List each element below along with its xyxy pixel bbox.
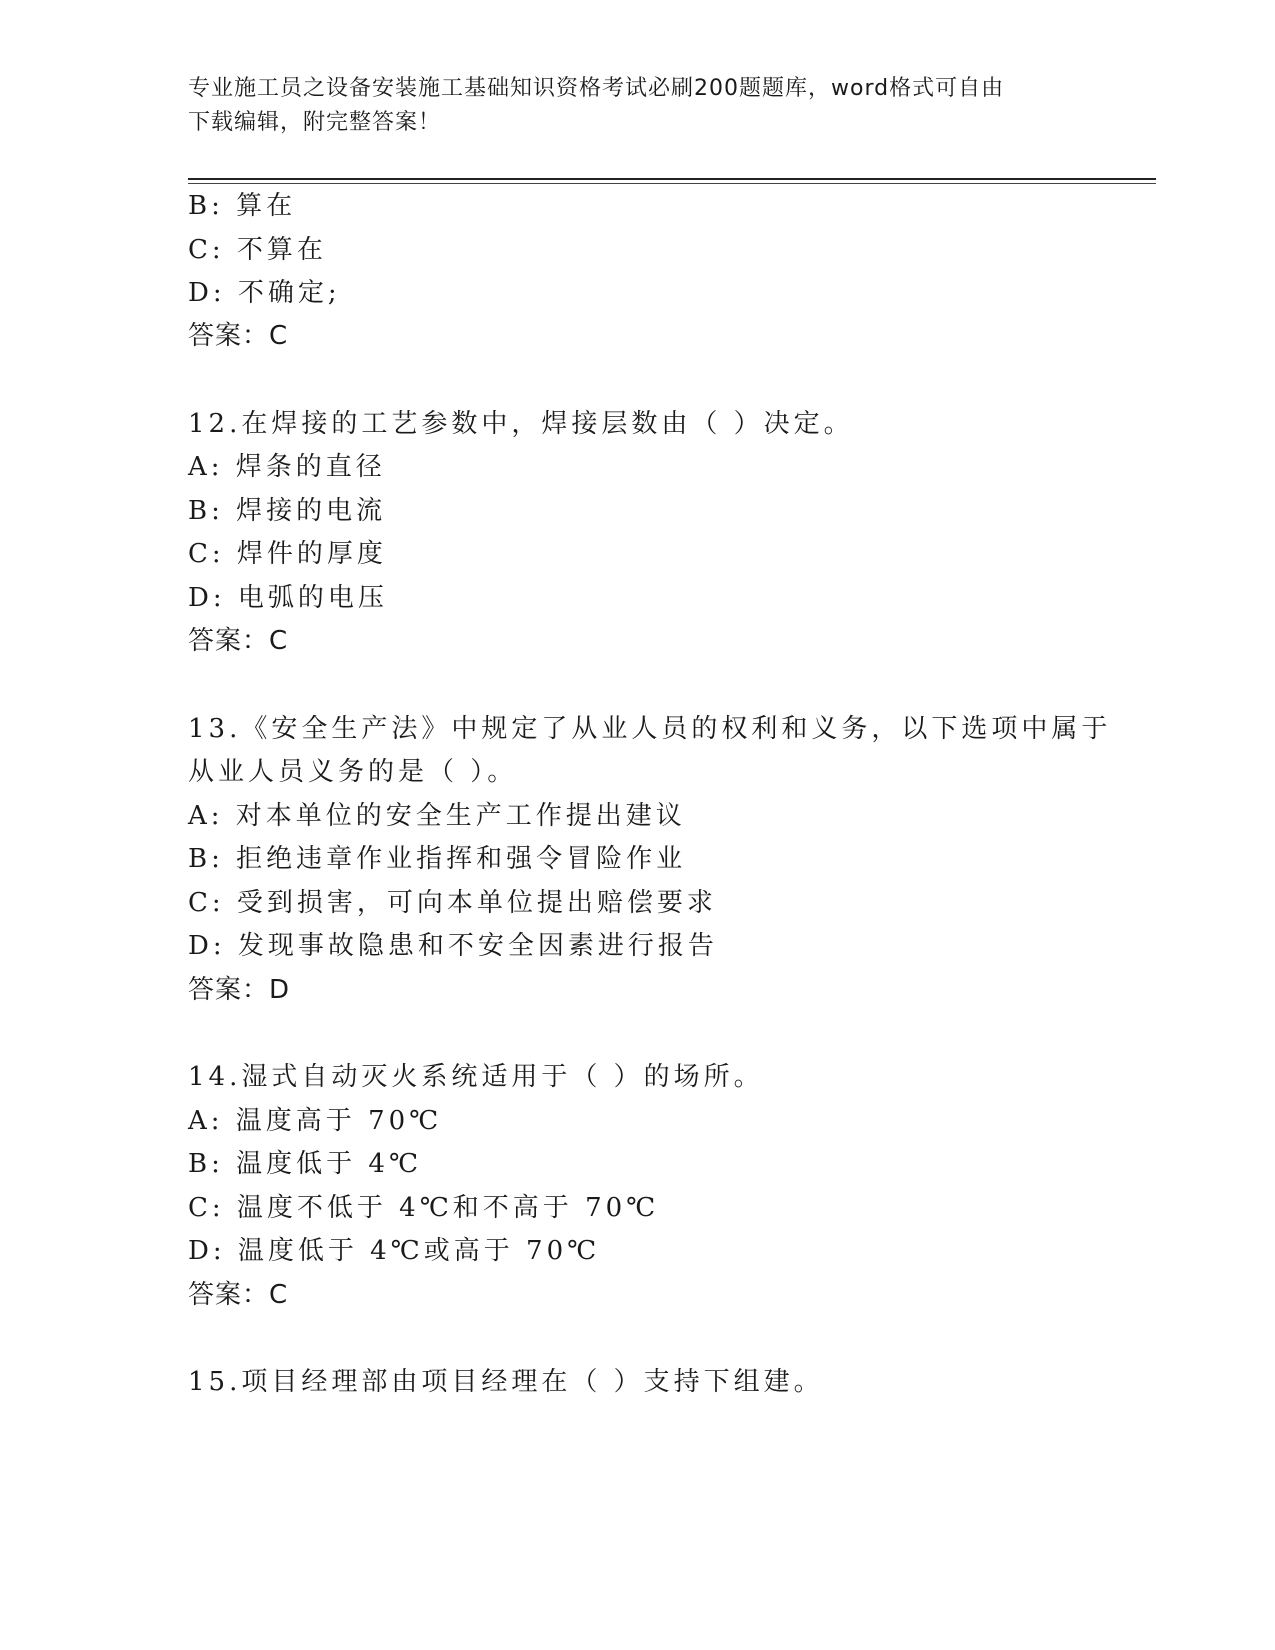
q11-option-c: C: 不算在	[188, 235, 327, 265]
q13-question-line-1: 13.《安全生产法》中规定了从业人员的权利和义务，以下选项中属于	[188, 714, 1112, 744]
q12-question: 12.在焊接的工艺参数中，焊接层数由（ ）决定。	[188, 409, 854, 439]
header-divider-thick	[188, 178, 1156, 180]
q12-option-b: B: 焊接的电流	[188, 496, 387, 526]
q13-question-line-2: 从业人员义务的是（ ）。	[188, 757, 518, 787]
q13-option-c: C: 受到损害，可向本单位提出赔偿要求	[188, 888, 717, 918]
q13-option-d: D: 发现事故隐患和不安全因素进行报告	[188, 931, 718, 961]
q14-option-d: D: 温度低于 4℃或高于 70℃	[188, 1236, 601, 1266]
header-divider-thin	[188, 183, 1156, 184]
q12-option-c: C: 焊件的厚度	[188, 539, 387, 569]
header-line-1: 专业施工员之设备安装施工基础知识资格考试必刷200题题库，word格式可自由	[188, 76, 1005, 101]
q14-question: 14.湿式自动灭火系统适用于（ ）的场所。	[188, 1062, 764, 1092]
q14-option-c: C: 温度不低于 4℃和不高于 70℃	[188, 1193, 660, 1223]
q12-option-d: D: 电弧的电压	[188, 583, 388, 613]
header-line-2: 下载编辑，附完整答案！	[188, 110, 442, 135]
q11-option-d: D: 不确定;	[188, 278, 341, 308]
q14-option-b: B: 温度低于 4℃	[188, 1149, 423, 1179]
q13-option-b: B: 拒绝违章作业指挥和强令冒险作业	[188, 844, 687, 874]
q12-answer: 答案：C	[188, 626, 289, 656]
q14-answer: 答案：C	[188, 1280, 289, 1310]
q15-question: 15.项目经理部由项目经理在（ ）支持下组建。	[188, 1367, 824, 1397]
q14-option-a: A: 温度高于 70℃	[188, 1106, 443, 1136]
q11-answer: 答案：C	[188, 321, 289, 351]
q13-answer: 答案：D	[188, 975, 291, 1005]
document-header	[188, 72, 1088, 140]
q11-option-b: B: 算在	[188, 191, 297, 221]
q12-option-a: A: 焊条的直径	[188, 452, 386, 482]
q13-option-a: A: 对本单位的安全生产工作提出建议	[188, 801, 686, 831]
